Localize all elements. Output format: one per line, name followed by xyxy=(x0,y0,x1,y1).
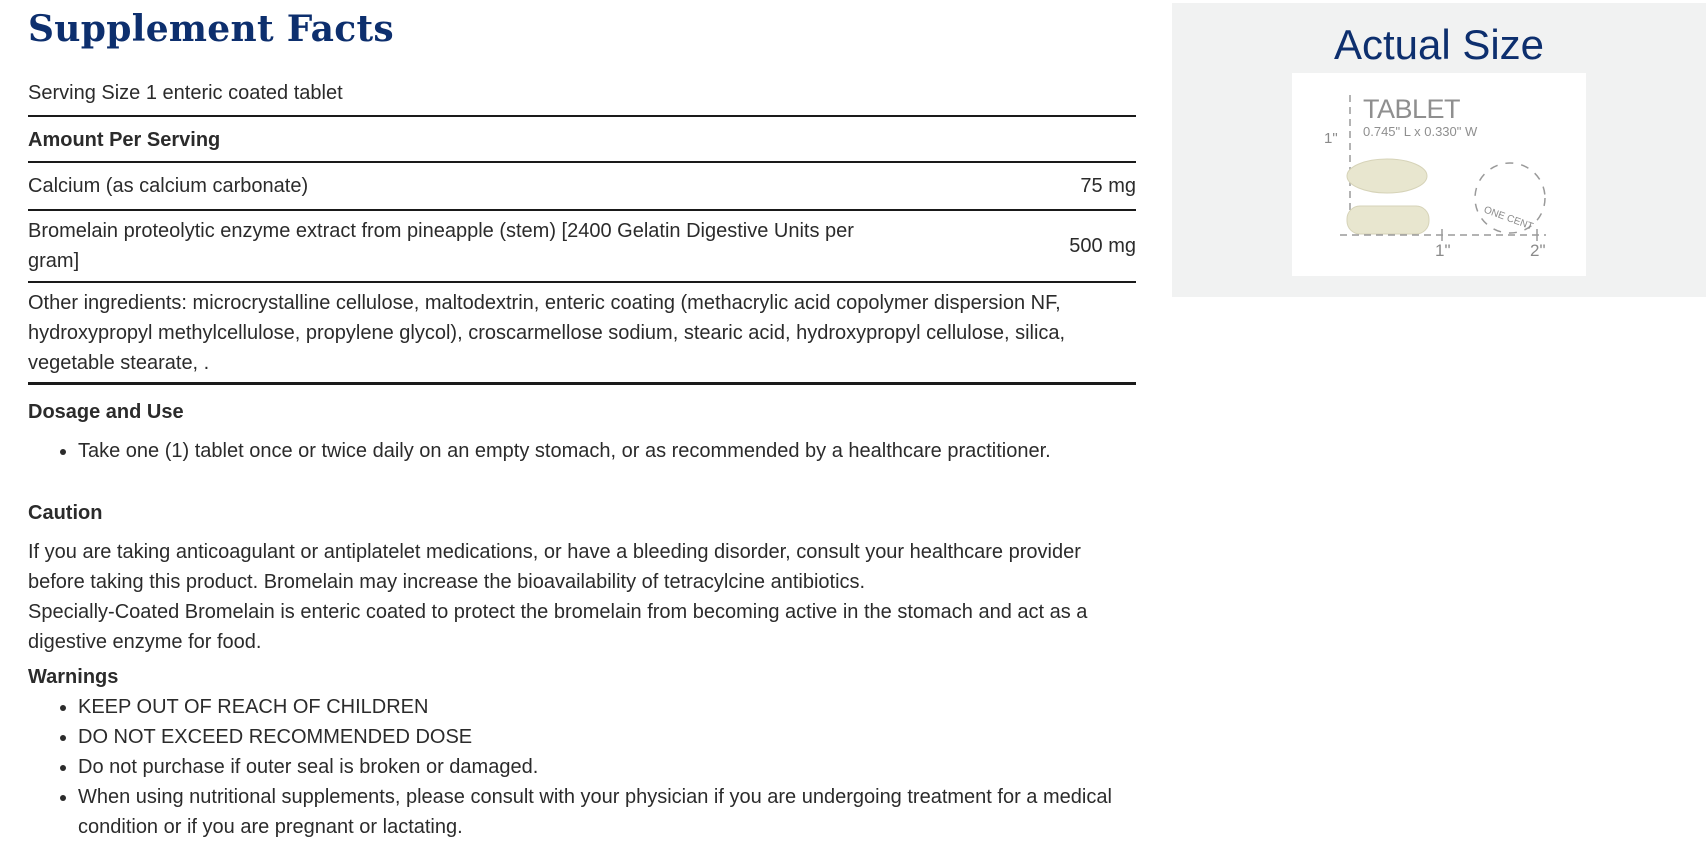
ingredient-amount: 500 mg xyxy=(1069,235,1136,257)
tablet-top-view-icon xyxy=(1347,159,1427,193)
scale-label-vertical: 1" xyxy=(1324,130,1338,147)
warning-item: • When using nutritional supplements, please consult with your physician if you are undergoing treatment for a medical condition or if you are pregnant or lactating. xyxy=(78,782,1136,842)
tablet-dimensions: 0.745" L x 0.330" W xyxy=(1363,124,1478,139)
ingredient-row xyxy=(28,163,1136,209)
scale-label-2in: 2" xyxy=(1530,241,1546,260)
coin-label: ONE CENT xyxy=(1482,204,1535,233)
actual-size-panel xyxy=(1172,3,1706,297)
caution-text xyxy=(28,537,1136,657)
warning-item: • Do not purchase if outer seal is broken or damaged. xyxy=(78,752,1136,782)
warnings-heading: Warnings xyxy=(28,666,119,688)
tablet-label: TABLET xyxy=(1363,94,1461,124)
dosage-list xyxy=(28,436,1136,466)
ingredient-row xyxy=(28,211,1136,281)
ingredient-amount: 75 mg xyxy=(1080,175,1136,197)
tablet-size-diagram xyxy=(1292,73,1586,276)
ingredient-name: Bromelain proteolytic enzyme extract from pineapple (stem) [2400 Gelatin Digestive Units per gram] xyxy=(28,220,854,272)
tablet-side-view-icon xyxy=(1347,206,1429,234)
caution-heading: Caution xyxy=(28,502,103,524)
supplement-facts-panel xyxy=(28,0,1136,842)
warning-item: • KEEP OUT OF REACH OF CHILDREN xyxy=(78,692,1136,722)
dosage-heading: Dosage and Use xyxy=(28,401,184,423)
caution-paragraph: If you are taking anticoagulant or antiplatelet medications, or have a bleeding disorder, consult your healthcare provider before taking this product. Bromelain may increase the bioavailability of tetracylcine antibiotics. xyxy=(28,541,1081,593)
scale-label-1in: 1" xyxy=(1435,241,1451,260)
actual-size-title: Actual Size xyxy=(1333,21,1545,68)
other-ingredients: Other ingredients: microcrystalline cellulose, maltodextrin, enteric coating (methacrylic acid copolymer dispersion NF, hydroxypropyl methylcellulose, propylene glycol), croscarmellose sodium, stearic acid, hydroxypropyl cellulose, silica, vegetable stearate, . xyxy=(28,292,1066,374)
amount-per-serving-label: Amount Per Serving xyxy=(28,129,221,151)
amount-per-serving-row xyxy=(28,117,1136,161)
warning-item: • DO NOT EXCEED RECOMMENDED DOSE xyxy=(78,722,1136,752)
divider xyxy=(28,382,1136,385)
dosage-item: • Take one (1) tablet once or twice daily on an empty stomach, or as recommended by a healthcare practitioner. xyxy=(78,436,1136,466)
ingredient-name: Calcium (as calcium carbonate) xyxy=(28,175,309,197)
serving-size: Serving Size 1 enteric coated tablet xyxy=(28,82,343,104)
supplement-facts-title: Supplement Facts xyxy=(28,8,394,50)
warnings-list xyxy=(28,692,1136,842)
tablet-size-image xyxy=(1292,73,1586,276)
caution-paragraph: Specially-Coated Bromelain is enteric coated to protect the bromelain from becoming active in the stomach and act as a digestive enzyme for food. xyxy=(28,601,1088,653)
